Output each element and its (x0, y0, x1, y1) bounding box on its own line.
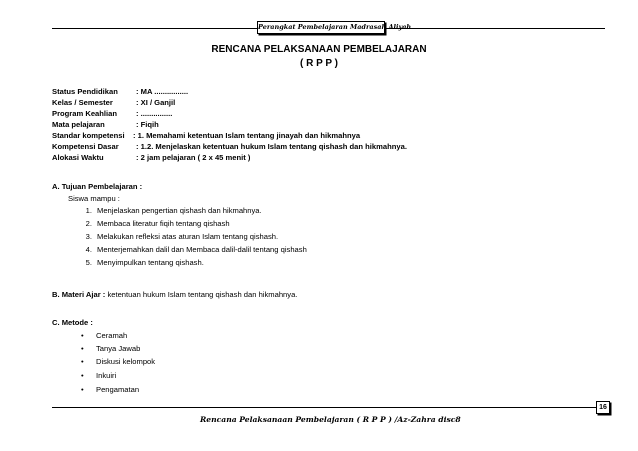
page-title: RENCANA PELAKSANAAN PEMBELAJARAN (211, 44, 427, 55)
info-value: 1. Memahami ketentuan Islam tentang jinayah dan hikmahnya (137, 131, 361, 140)
list-item: Diskusi kelompok (96, 357, 156, 366)
info-value: 2 jam pelajaran ( 2 x 45 menit ) (140, 153, 251, 162)
info-label: Alokasi Waktu (52, 153, 104, 162)
info-value: 1.2. Menjelaskan ketentuan hukum Islam tentang qishash dan hikmahnya. (140, 142, 407, 151)
list-item: Menyimpulkan tentang qishash. (97, 258, 204, 267)
list-item: Menterjemahkan dalil dan Membaca dalil-dalil tentang qishash (97, 245, 307, 254)
info-sep: : (136, 87, 139, 96)
tujuan-intro: Siswa mampu : (68, 194, 120, 203)
list-item: Pengamatan (96, 385, 140, 394)
list-item: Menjelaskan pengertian qishash dan hikmahnya. (97, 206, 262, 215)
section-heading-materi: B. Materi Ajar : (52, 290, 106, 299)
list-item: Inkuiri (96, 371, 117, 380)
info-label: Mata pelajaran (52, 120, 105, 129)
bullet-icon: • (81, 357, 84, 366)
info-row-kelas (52, 98, 175, 108)
list-item: Membaca literatur fiqih tentang qishash (97, 219, 230, 228)
list-item: Ceramah (96, 331, 128, 340)
info-value: XI / Ganjil (140, 98, 176, 107)
info-sep: : (136, 142, 139, 151)
footer-text: Rencana Pelaksanaan Pembelajaran ( R P P ) /Az-Zahra disc8 (200, 415, 461, 424)
section-heading-metode: C. Metode : (52, 318, 93, 327)
bullet-icon: • (81, 371, 84, 380)
info-row-kompetensi (52, 142, 407, 152)
header-label: Perangkat Pembelajaran Madrasah Aliyah (257, 21, 385, 34)
info-sep: : (133, 131, 136, 140)
bullet-icon: • (81, 331, 84, 340)
list-item-number: 2. (85, 219, 92, 228)
info-label: Kelas / Semester (52, 98, 113, 107)
page-subtitle: ( R P P ) (300, 58, 338, 69)
info-sep: : (136, 153, 139, 162)
list-item: Melakukan refleksi atas aturan Islam tentang qishash. (97, 232, 279, 241)
info-sep: : (136, 98, 139, 107)
info-row-status (52, 87, 188, 97)
info-label: Standar kompetensi (52, 131, 125, 140)
info-row-standar (52, 131, 360, 141)
footer-rule (52, 407, 600, 408)
list-item-number: 1. (85, 206, 92, 215)
bullet-icon: • (81, 344, 84, 353)
info-row-program (52, 109, 172, 119)
section-materi (52, 290, 297, 300)
bullet-icon: • (81, 385, 84, 394)
info-label: Program Keahlian (52, 109, 117, 118)
info-value: Fiqih (140, 120, 159, 129)
materi-text: ketentuan hukum Islam tentang qishash dan hikmahnya. (107, 290, 298, 299)
section-heading-tujuan: A. Tujuan Pembelajaran : (52, 182, 143, 191)
info-row-alokasi (52, 153, 250, 163)
info-label: Kompetensi Dasar (52, 142, 119, 151)
list-item-number: 3. (85, 232, 92, 241)
info-sep: : (136, 109, 139, 118)
list-item-number: 4. (85, 245, 92, 254)
info-label: Status Pendidikan (52, 87, 118, 96)
info-row-mapel (52, 120, 159, 130)
info-value: ............... (140, 109, 173, 118)
list-item-number: 5. (85, 258, 92, 267)
page-number: 16 (596, 401, 610, 414)
info-value: MA ................ (140, 87, 189, 96)
info-sep: : (136, 120, 139, 129)
list-item: Tanya Jawab (96, 344, 141, 353)
